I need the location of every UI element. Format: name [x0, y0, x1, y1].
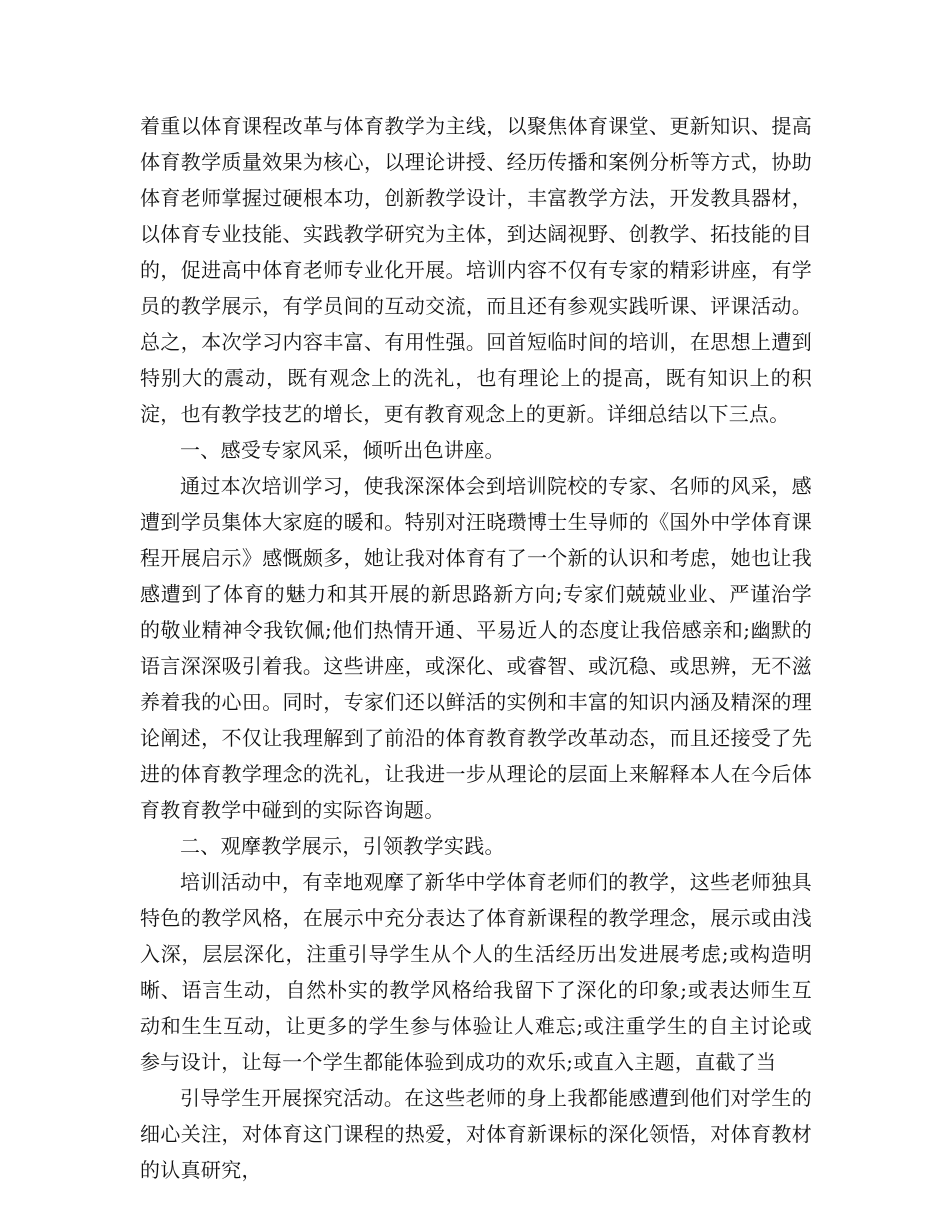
paragraph-continuation: 引导学生开展探究活动。在这些老师的身上我都能感遭到他们对学生的细心关注，对体育这门课程的热爱，对体育新课标的深化领悟，对体育教材的认真研究， — [140, 1086, 812, 1182]
paragraph-section-2: 培训活动中，有幸地观摩了新华中学体育老师们的教学，这些老师独具特色的教学风格，在展示中充分表达了体育新课程的教学理念，展示或由浅入深，层层深化，注重引导学生从个人的生活经历出发进展考虑;或构造明晰、语言生动，自然朴实的教学风格给我留下了深化的印象;或表达师生互动和生生互动，让更多的学生参与体验让人难忘;或注重学生的自主讨论或参与设计，让每一个学生都能体验到成功的欢乐;或直入主题，直截了当 — [140, 870, 812, 1074]
paragraph-section-1: 通过本次培训学习，使我深深体会到培训院校的专家、名师的风采，感遭到学员集体大家庭的暖和。特别对汪晓瓒博士生导师的《国外中学体育课程开展启示》感慨颇多，她让我对体育有了一个新的认识和考虑，她也让我感遭到了体育的魅力和其开展的新思路新方向;专家们兢兢业业、严谨治学的敬业精神令我钦佩;他们热情开通、平易近人的态度让我倍感亲和;幽默的语言深深吸引着我。这些讲座，或深化、或睿智、或沉稳、或思辨，无不滋养着我的心田。同时，专家们还以鲜活的实例和丰富的知识内涵及精深的理论阐述，不仅让我理解到了前沿的体育教育教学改革动态，而且还接受了先进的体育教学理念的洗礼，让我进一步从理论的层面上来解释本人在今后体育教育教学中碰到的实际咨询题。 — [140, 474, 812, 822]
document-body — [140, 108, 812, 1188]
paragraph-intro: 着重以体育课程改革与体育教学为主线，以聚焦体育课堂、更新知识、提高体育教学质量效果为核心，以理论讲授、经历传播和案例分析等方式，协助体育老师掌握过硬根本功，创新教学设计，丰富教学方法，开发教具器材，以体育专业技能、实践教学研究为主体，到达阔视野、创教学、拓技能的目的，促进高中体育老师专业化开展。培训内容不仅有专家的精彩讲座，有学员的教学展示，有学员间的互动交流，而且还有参观实践听课、评课活动。总之，本次学习内容丰富、有用性强。回首短临时间的培训，在思想上遭到特别大的震动，既有观念上的洗礼，也有理论上的提高，既有知识上的积淀，也有教学技艺的增长，更有教育观念上的更新。详细总结以下三点。 — [140, 114, 812, 426]
section-heading-2: 二、观摩教学展示，引领教学实践。 — [180, 834, 505, 858]
section-heading-1: 一、感受专家风采，倾听出色讲座。 — [180, 438, 505, 462]
